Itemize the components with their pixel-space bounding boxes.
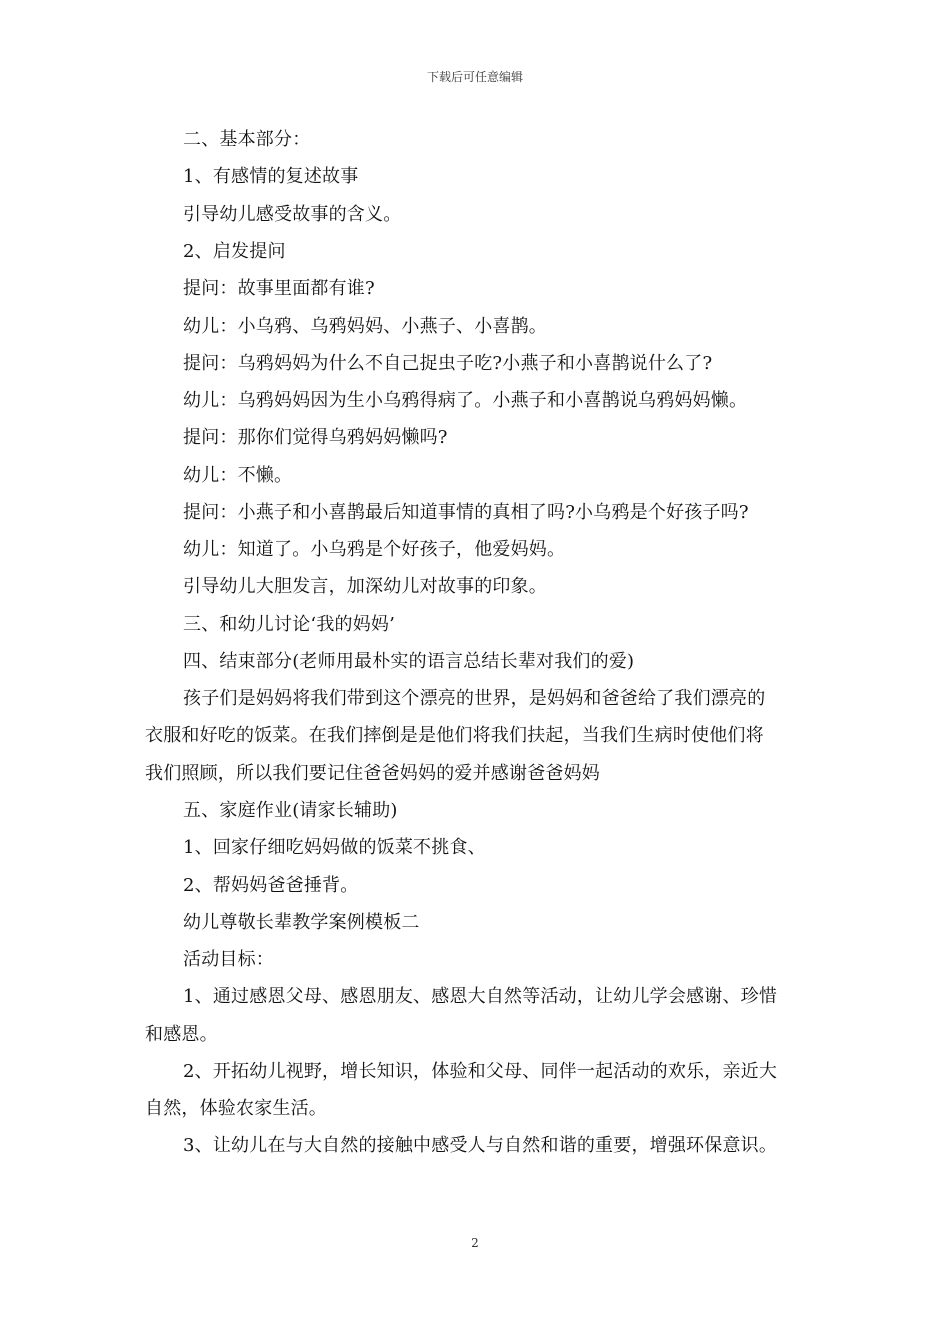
text-line: 提问：小燕子和小喜鹊最后知道事情的真相了吗?小乌鸦是个好孩子吗? [183, 502, 749, 523]
text-line: 幼儿：小乌鸦、乌鸦妈妈、小燕子、小喜鹊。 [183, 316, 547, 337]
text-line: 2、启发提问 [183, 241, 286, 262]
text-line: 1、通过感恩父母、感恩朋友、感恩大自然等活动，让幼儿学会感谢、珍惜 [183, 986, 778, 1007]
text-line: 和感恩。 [145, 1024, 218, 1045]
text-line: 我们照顾，所以我们要记住爸爸妈妈的爱并感谢爸爸妈妈 [145, 763, 600, 784]
text-line: 提问：故事里面都有谁? [183, 278, 375, 299]
text-line: 衣服和好吃的饭菜。在我们摔倒是是他们将我们扶起，当我们生病时使他们将 [145, 725, 764, 746]
text-line: 1、有感情的复述故事 [183, 166, 359, 187]
text-line: 提问：那你们觉得乌鸦妈妈懒吗? [183, 427, 448, 448]
document-subtitle: 幼儿尊敬长辈教学案例模板二 [183, 912, 420, 933]
text-line: 二、基本部分： [183, 129, 311, 150]
text-line: 引导幼儿大胆发言，加深幼儿对故事的印象。 [183, 576, 547, 597]
text-line: 3、让幼儿在与大自然的接触中感受人与自然和谐的重要，增强环保意识。 [183, 1135, 778, 1156]
text-line: 自然，体验农家生活。 [145, 1098, 327, 1119]
text-line: 提问：乌鸦妈妈为什么不自己捉虫子吃?小燕子和小喜鹊说什么了? [183, 353, 713, 374]
section-heading: 四、结束部分(老师用最朴实的语言总结长辈对我们的爱) [183, 651, 635, 672]
text-line: 1、回家仔细吃妈妈做的饭菜不挑食、 [183, 837, 486, 858]
text-line: 幼儿：不懒。 [183, 465, 293, 486]
section-heading: 五、家庭作业(请家长辅助) [183, 800, 398, 821]
text-line: 孩子们是妈妈将我们带到这个漂亮的世界，是妈妈和爸爸给了我们漂亮的 [183, 688, 766, 709]
page-header: 下载后可任意编辑 [426, 70, 523, 84]
text-line: 引导幼儿感受故事的含义。 [183, 204, 402, 225]
text-line: 幼儿：知道了。小乌鸦是个好孩子，他爱妈妈。 [183, 539, 566, 560]
page-number: 2 [471, 1236, 479, 1250]
text-line: 幼儿：乌鸦妈妈因为生小乌鸦得病了。小燕子和小喜鹊说乌鸦妈妈懒。 [183, 390, 748, 411]
text-line: 2、开拓幼儿视野，增长知识，体验和父母、同伴一起活动的欢乐，亲近大 [183, 1061, 778, 1082]
section-heading: 三、和幼儿讨论‘我的妈妈’ [183, 614, 396, 635]
text-line: 2、帮妈妈爸爸捶背。 [183, 875, 359, 896]
text-line: 活动目标： [183, 949, 274, 970]
